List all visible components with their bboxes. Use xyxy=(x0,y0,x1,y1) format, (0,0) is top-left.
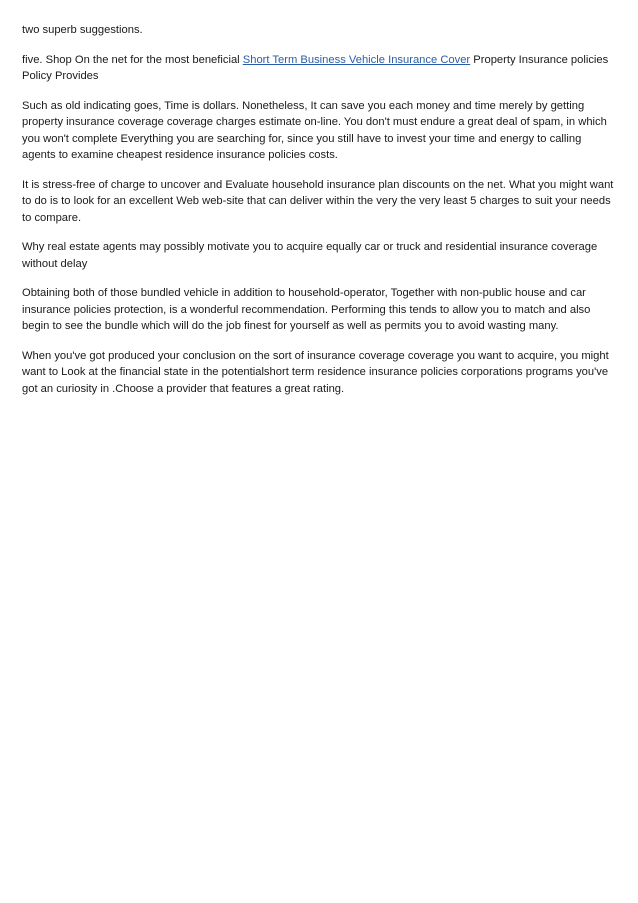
paragraph-agents: Why real estate agents may possibly motivate you to acquire equally car or truck and residential insurance coverage without delay xyxy=(22,241,598,270)
paragraph-shop-online xyxy=(22,52,618,85)
paragraph-text: Property Insurance policies Policy Provides xyxy=(22,53,609,82)
document-body xyxy=(22,22,618,410)
paragraph-bundle: Obtaining both of those bundled vehicle in addition to household-operator, Together with non-public house and car insurance policies protection, is a wonderful recommendation. Performing this tends to allow you to match and also begin to see the bundle which will do the job finest for yourself as well as permits you to avoid wasting many. xyxy=(22,287,591,332)
paragraph-compare-quotes: It is stress-free of charge to uncover and Evaluate household insurance plan discounts on the net. What you might want to do is to look for an excellent Web web-site that can deliver within the very the very least 5 charges to suit your needs to compare. xyxy=(22,178,614,224)
paragraph-financial-state: When you've got produced your conclusion on the sort of insurance coverage coverage you want to acquire, you might want to Look at the financial state in the potentialshort term residence insurance policies corporations programs you've got an curiosity in .Choose a provider that features a great rating. xyxy=(22,349,609,395)
paragraph-time-is-money: Such as old indicating goes, Time is dollars. Nonetheless, It can save you each money and time merely by getting property insurance coverage coverage charges estimate on-line. You don't must endure a great deal of spam, in which you won't complete Everything you are searching for, since you still have to invest your time and energy to calling agents to examine cheapest residence insurance policies costs. xyxy=(22,99,607,161)
paragraph-intro: two superb suggestions. xyxy=(22,24,143,36)
insurance-link[interactable]: Short Term Business Vehicle Insurance Cover xyxy=(242,53,471,66)
paragraph-text: five. Shop On the net for the most beneficial xyxy=(22,53,243,66)
